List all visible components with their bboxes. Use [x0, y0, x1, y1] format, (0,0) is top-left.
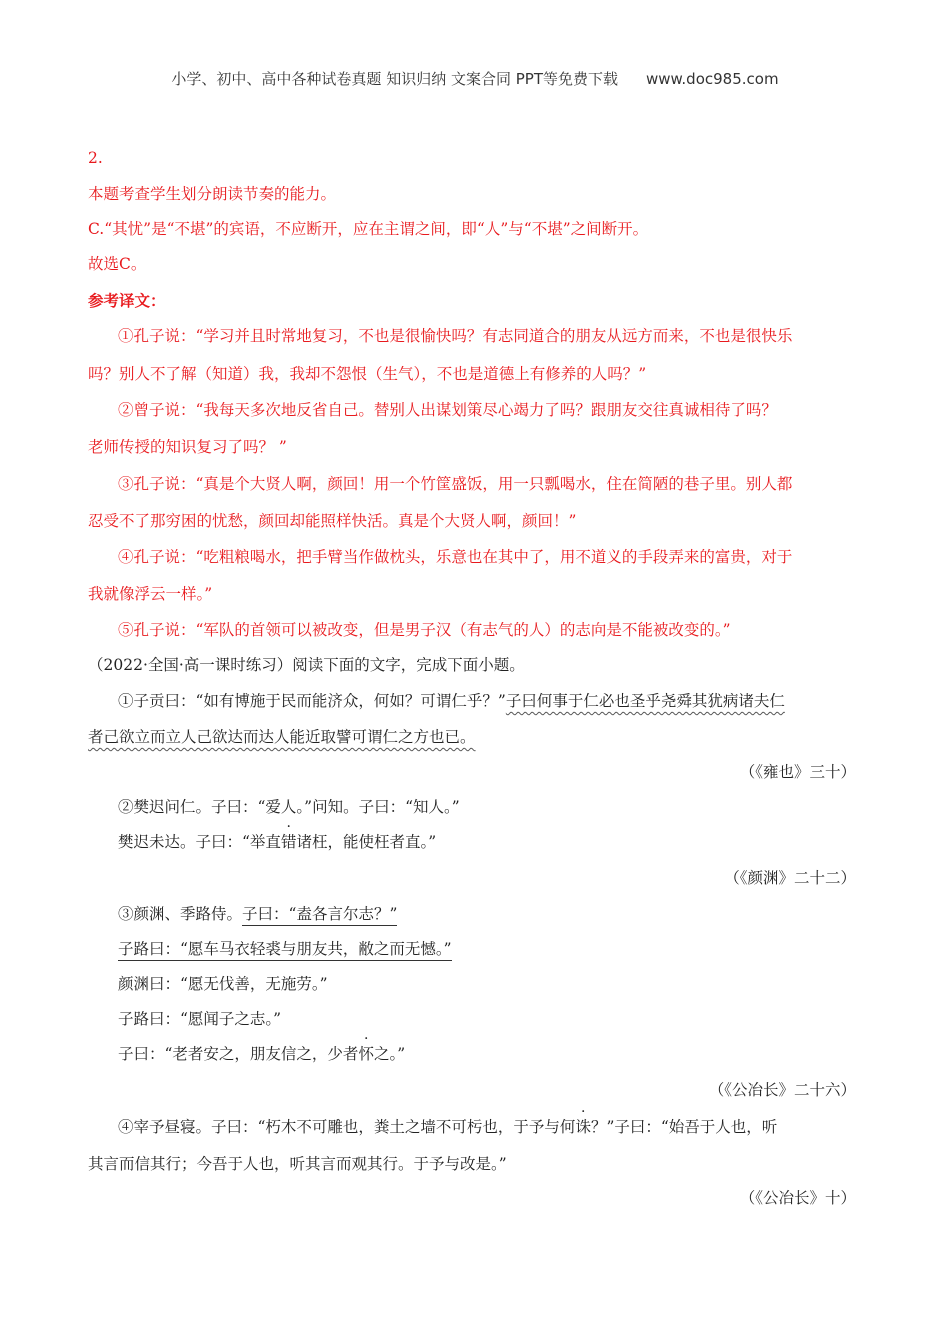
passage-4-line1 [118, 1117, 777, 1137]
translation-p1-line1: ①孔子说：“学习并且时常地复习，不也是很愉快吗？有志同道合的朋友从远方而来，不也是很快乐 [118, 327, 793, 345]
answer-number: 2. [88, 149, 103, 167]
passage-3-text-b: 之。” [373, 1045, 406, 1063]
passage-1-text: ①子贡曰：“如有博施于民而能济众，何如？可谓仁乎？” [118, 692, 506, 710]
translation-p2-line1: ②曾子说：“我每天多次地反省自己。替别人出谋划策尽心竭力了吗？跟朋友交往真诚相待了吗？ [118, 401, 777, 419]
passage-2-text-a: 樊迟未达。子曰：“举直 [118, 833, 281, 851]
passage-3-source: （《公冶长》二十六） [708, 1081, 856, 1099]
header-url[interactable]: www.doc985.com [645, 70, 779, 88]
passage-2-text-b: 诸枉，能使枉者直。” [296, 833, 437, 851]
translation-p3-line1: ③孔子说：“真是个大贤人啊，颜回！用一个竹筐盛饭，用一只瓢喝水，住在简陋的巷子里。别人都 [118, 475, 793, 493]
passage-3-text: ③颜渊、季路侍。 [118, 905, 243, 923]
passage-1-wavy-segment-2: 者己欲立而立人己欲达而达人能近取譬可谓仁之方也已。 [88, 728, 476, 746]
underlined-sentence-2: 子路曰：“愿车马衣轻裘与朋友共，敝之而无憾。” [118, 940, 452, 961]
answer-line-3: 故选C。 [88, 255, 147, 273]
passage-2-source: （《颜渊》二十二） [724, 869, 856, 887]
passage-2-line2 [118, 832, 436, 852]
translation-heading: 参考译文： [88, 291, 166, 310]
passage-3-line5 [118, 1044, 405, 1064]
translation-p2-line2: 老师传授的知识复习了吗？ ” [88, 438, 287, 456]
passage-4-text-a: ④宰予昼寝。子曰：“朽木不可雕也，粪土之墙不可杇也，于予与何 [118, 1118, 576, 1136]
translation-p1-line2: 吗？别人不了解（知道）我，我却不怨恨（生气），不也是道德上有修养的人吗？” [88, 365, 647, 383]
passage-1-line2 [88, 727, 476, 747]
passage-1-line1 [118, 691, 785, 711]
passage-4-line2: 其言而信其行；今吾于人也，听其言而观其行。于予与改是。” [88, 1155, 507, 1173]
passage-1-source: （《雍也》三十） [739, 763, 856, 781]
passage-3-line2 [118, 939, 452, 959]
translation-p4-line1: ④孔子说：“吃粗粮喝水，把手臂当作做枕头，乐意也在其中了，用不道义的手段弄来的富贵，对于 [118, 548, 793, 566]
emphasis-dot-char: 怀 [358, 1045, 374, 1063]
passage-3-line4: 子路曰：“愿闻子之志。” [118, 1010, 282, 1028]
question-intro: （2022·全国·高一课时练习）阅读下面的文字，完成下面小题。 [88, 656, 525, 674]
passage-1-wavy-segment: 子曰何事于仁必也圣乎尧舜其犹病诸夫仁 [505, 692, 785, 710]
passage-3-text-a: 子曰：“老者安之，朋友信之，少者 [118, 1045, 359, 1063]
translation-p3-line2: 忍受不了那穷困的忧愁，颜回却能照样快活。真是个大贤人啊，颜回！” [88, 512, 577, 530]
page-header [0, 68, 950, 89]
passage-4-text-b: ？”子曰：“始吾于人也，听 [590, 1118, 778, 1136]
underlined-sentence-1: 子曰：“盍各言尔志？” [242, 905, 397, 926]
passage-4-source: （《公冶长》十） [739, 1189, 856, 1207]
passage-3-line3: 颜渊曰：“愿无伐善，无施劳。” [118, 975, 328, 993]
translation-p4-line2: 我就像浮云一样。” [88, 585, 213, 603]
passage-3-line1 [118, 904, 397, 924]
header-text: 小学、初中、高中各种试卷真题 知识归纳 文案合同 PPT等免费下载 [171, 70, 618, 88]
answer-line-1: 本题考查学生划分朗读节奏的能力。 [88, 185, 337, 203]
answer-line-2: C.“其忧”是“不堪”的宾语，不应断开，应在主谓之间，即“人”与“不堪”之间断开。 [88, 220, 649, 238]
emphasis-dot-char: 诛 [575, 1118, 591, 1136]
emphasis-dot-char: 错 [280, 833, 297, 851]
passage-2-line1: ②樊迟问仁。子曰：“爱人。”问知。子曰：“知人。” [118, 798, 460, 816]
translation-p5: ⑤孔子说：“军队的首领可以被改变，但是男子汉（有志气的人）的志向是不能被改变的。” [118, 621, 731, 639]
